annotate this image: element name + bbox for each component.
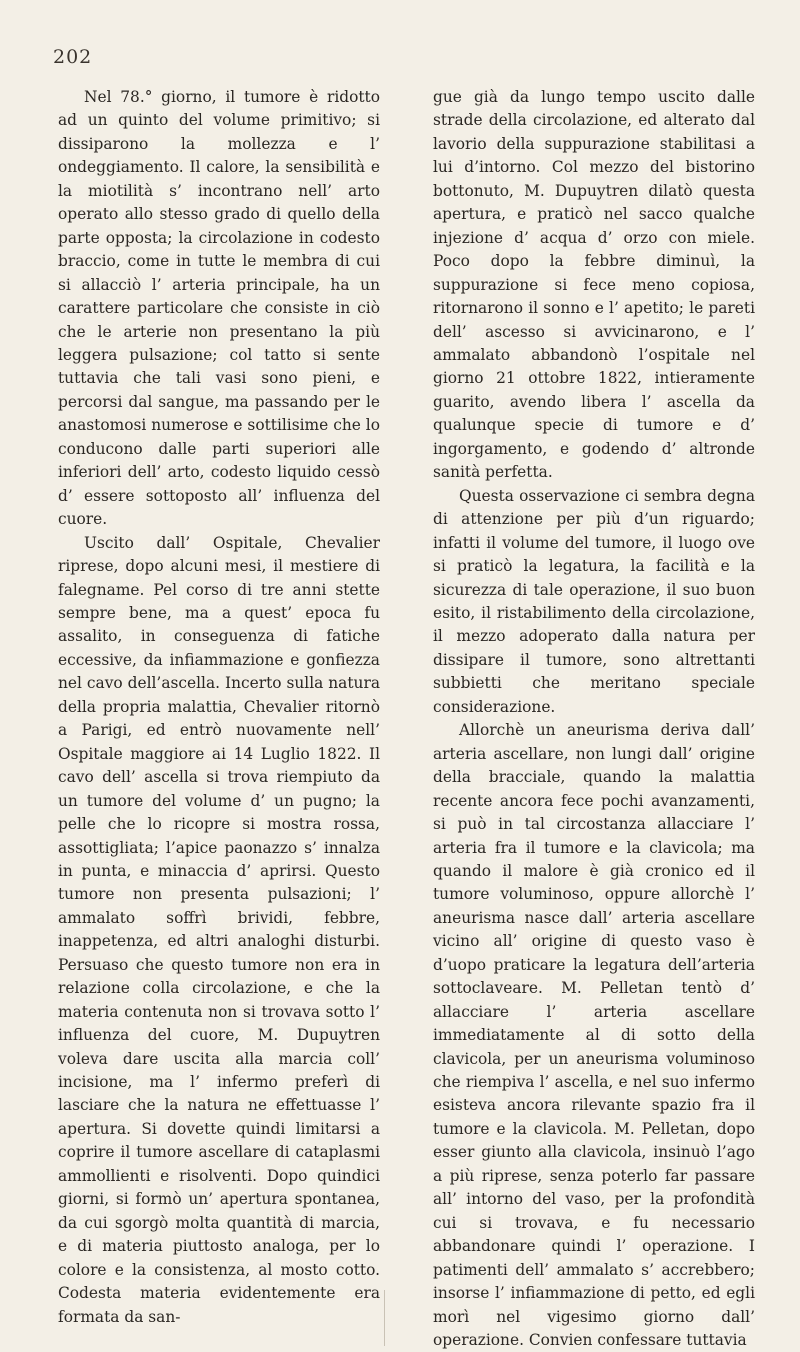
page-edge-mark: [384, 1290, 385, 1346]
left-column: [58, 86, 380, 1329]
page-number: 202: [53, 46, 93, 68]
paragraph: Nel 78.° giorno, il tumore è ridotto ad un quinto del volume primitivo; si dissiparono la mollezza e l’ ondeggiamento. Il calore, la sensibilità e la miotilità s’ incontrano nell’ arto operato allo stesso grado di quello della parte opposta; la circolazione in codesto braccio, come in tutte le membra di cui si allacciò l’ arteria principale, ha un carattere particolare che consiste in ciò che le arterie non presentano la più leggera pulsazione; col tatto si sente tuttavia che tali vasi sono pieni, e percorsi dal sangue, ma passando per le anastomosi numerose e sottilisime che lo conducono dalle parti superiori alle inferiori dell’ arto, codesto liquido cessò d’ essere sottoposto all’ influenza del cuore.: [58, 88, 380, 529]
paragraph: Questa osservazione ci sembra degna di attenzione per più d’un riguardo; infatti il volume del tumore, il luogo ove si praticò la legatura, la facilità e la sicurezza di tale operazione, il suo buon esito, il ristabilimento della circolazione, il mezzo adoperato dalla natura per dissipare il tumore, sono altrettanti subbietti che meritano speciale considerazione.: [433, 486, 755, 716]
paragraph: Allorchè un aneurisma deriva dall’ arteria ascellare, non lungi dall’ origine della bracciale, quando la malattia recente ancora fece pochi avanzamenti, si può in tal circostanza allacciare l’ arteria fra il tumore e la clavicola; ma quando il malore è già cronico ed il tumore voluminoso, oppure allorchè l’ aneurisma nasce dall’ arteria ascellare vicino all’ origine di questo vaso è d’uopo praticare la legatura dell’arteria sottoclaveare. M. Pelletan tentò d’ allacciare l’ arteria ascellare immediatamente al di sotto della clavicola, per un aneurisma voluminoso che riempiva l’ ascella, e nel suo infermo esisteva ancora rilevante spazio fra il tumore e la clavicola. M. Pelletan, dopo esser giunto alla clavicola, insinuò l’ago a più riprese, senza poterlo far passare all’ intorno del vaso, per la profondità cui si trovava, e fu necessario abbandonare quindi l’ operazione. I patimenti dell’ ammalato s’ accrebbero; insorse l’ infiammazione di petto, ed egli morì nel vigesimo giorno dall’ operazione. Convien confessare tuttavia: [433, 721, 755, 1350]
paragraph-continuation: gue già da lungo tempo uscito dalle strade della circolazione, ed alterato dal lavorio della suppurazione stabilitasi a lui d’intorno. Col mezzo del bistorino bottonuto, M. Dupuytren dilatò questa apertura, e praticò nel sacco qualche injezione d’ acqua d’ orzo con miele. Poco dopo la febbre diminuì, la suppurazione si fece meno copiosa, ritornarono il sonno e l’ apetito; le pareti dell’ ascesso si avvicinarono, e l’ ammalato abbandonò l’ospitale nel giorno 21 ottobre 1822, intieramente guarito, avendo libera l’ ascella da qualunque specie di tumore e d’ ingorgamento, e godendo d’ altronde sanità perfetta.: [433, 88, 755, 482]
paragraph: Uscito dall’ Ospitale, Chevalier riprese, dopo alcuni mesi, il mestiere di falegname. Pel corso di tre anni stette sempre bene, ma a quest’ epoca fu assalito, in conseguenza di fatiche eccessive, da infiammazione e gonfiezza nel cavo dell’ascella. Incerto sulla natura della propria malattia, Chevalier ritornò a Parigi, ed entrò nuovamente nell’ Ospitale maggiore ai 14 Luglio 1822. Il cavo dell’ ascella si trova riempiuto da un tumore del volume d’ un pugno; la pelle che lo ricopre si mostra rossa, assottigliata; l’apice paonazzo s’ innalza in punta, e minaccia d’ aprirsi. Questo tumore non presenta pulsazioni; l’ ammalato soffrì brividi, febbre, inappetenza, ed altri analoghi disturbi. Persuaso che questo tumore non era in relazione colla circolazione, e che la materia contenuta non si trovava sotto l’ influenza del cuore, M. Dupuytren voleva dare uscita alla marcia coll’ incisione, ma l’ infermo preferì di lasciare che la natura ne effettuasse l’ apertura. Si dovette quindi limitarsi a coprire il tumore ascellare di cataplasmi ammollienti e risolventi. Dopo quindici giorni, si formò un’ apertura spontanea, da cui sgorgò molta quantità di marcia, e di materia piuttosto analoga, per lo colore e la consistenza, al mosto cotto. Codesta materia evidentemente era formata da san-: [58, 533, 380, 1326]
right-column: [433, 86, 755, 1352]
